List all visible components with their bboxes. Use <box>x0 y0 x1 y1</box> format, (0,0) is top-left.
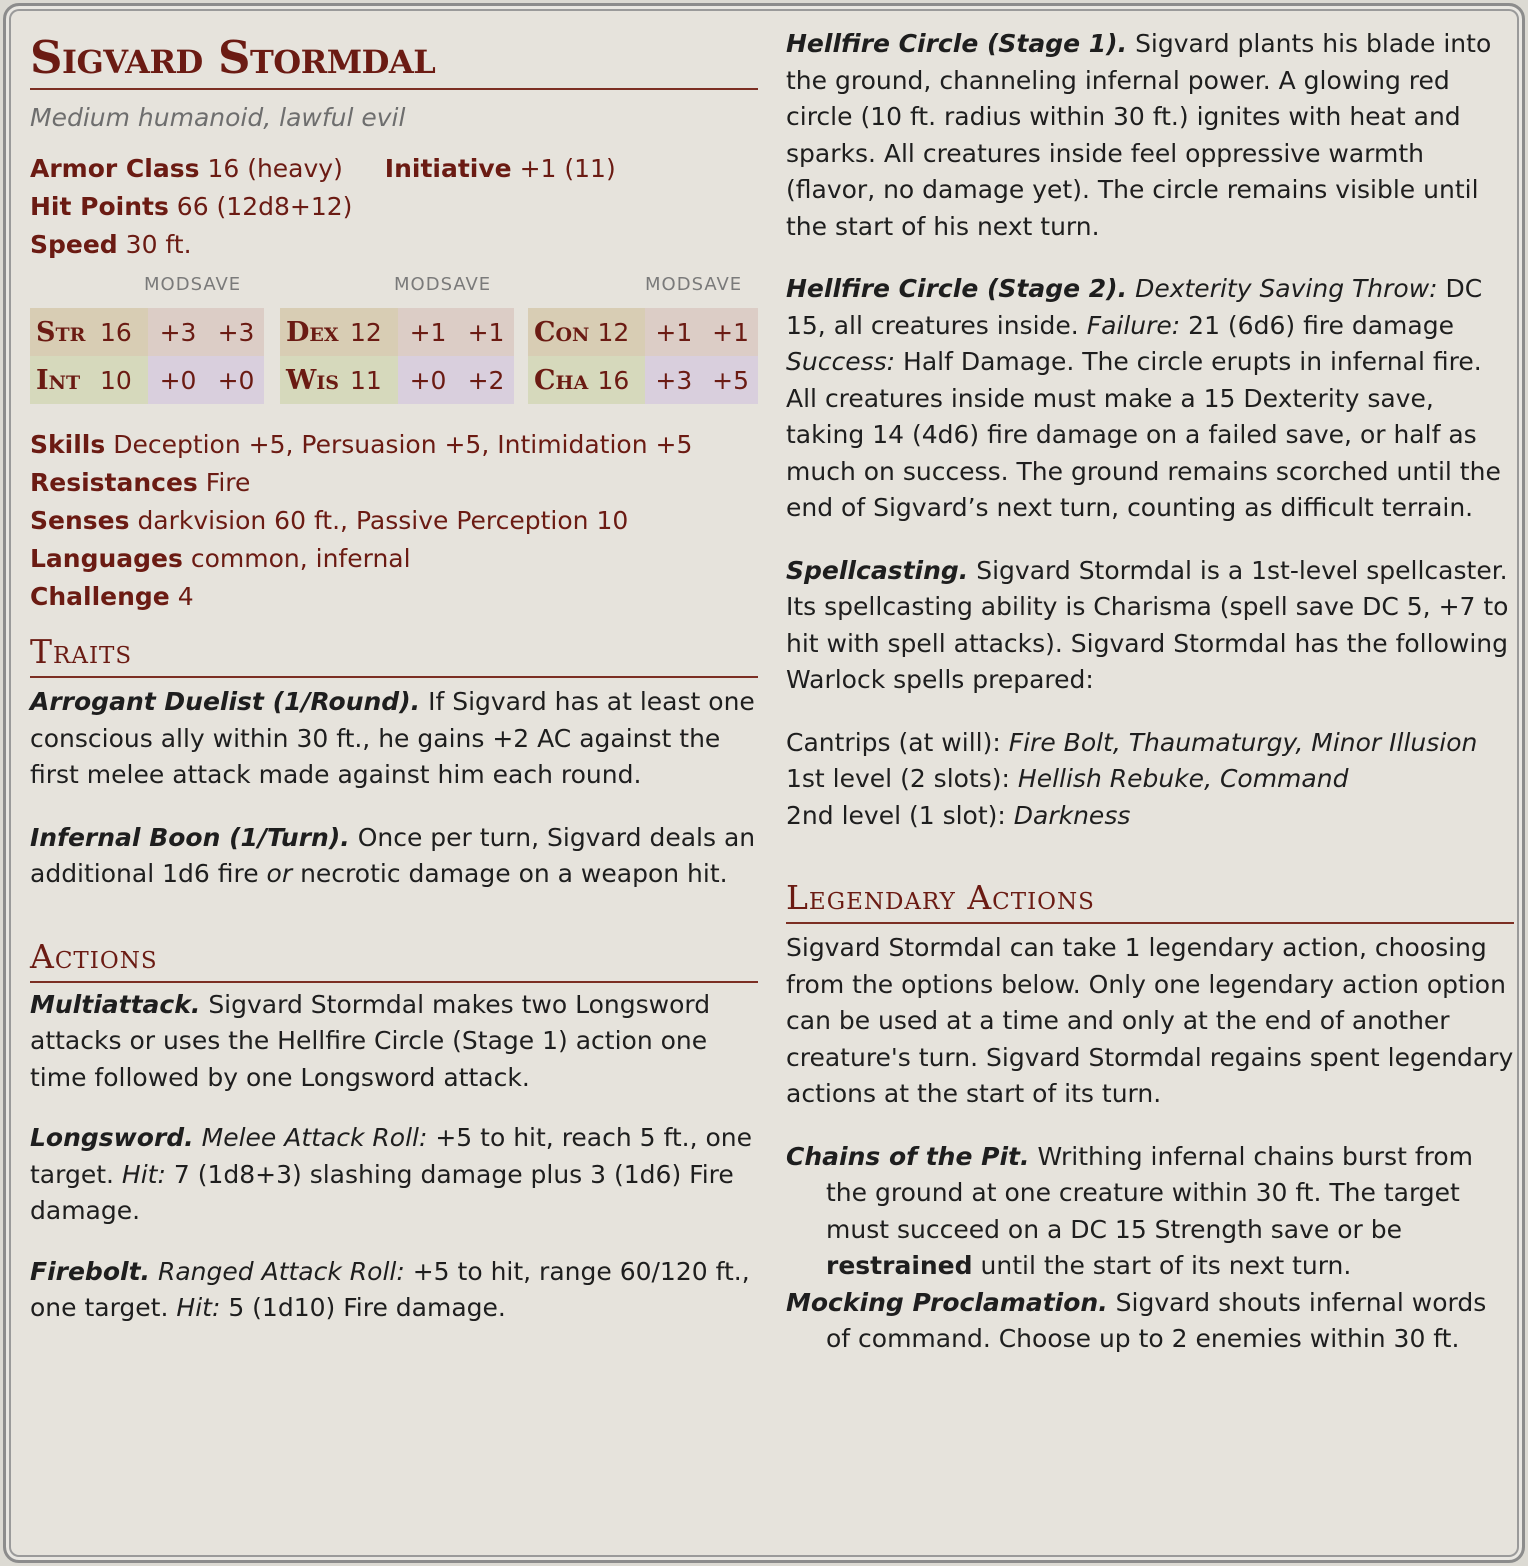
ability-name: Int <box>30 356 100 404</box>
action-hellfire-stage-2 <box>786 271 1514 527</box>
hit-label: Hit: <box>121 1159 166 1189</box>
action-text: +5 to hit, reach 5 ft., one target. <box>30 1123 753 1189</box>
action-title: Chains of the Pit. <box>786 1141 1030 1171</box>
ability-name: Str <box>30 308 100 356</box>
ability-name: Dex <box>280 308 350 356</box>
legendary-intro-text: Sigvard Stormdal can take 1 legendary action, choosing from the options below. Only one legendary action option can be used at a time and only at the end of another creature's turn. Sigvard Stormdal regains spent legendary actions at the start of its turn. <box>786 933 1514 1108</box>
legendary-mocking-proclamation <box>786 1285 1514 1358</box>
ability-save: +1 <box>703 308 758 356</box>
action-spellcasting <box>786 553 1514 699</box>
traits-divider <box>30 676 758 678</box>
spell-list-level-1 <box>786 761 1514 798</box>
senses-label: Senses <box>30 506 130 535</box>
hit-label: Hit: <box>176 1293 221 1322</box>
action-text: Sigvard plants his blade into the ground, channeling infernal power. A glowing red circle (10 ft. radius within 30 ft.) ignites with heat and sparks. All creatures inside feel oppressive warmth (flavor, no damage yet). The circle remains visible until the start of his next turn. <box>786 29 1492 241</box>
languages-value: common, infernal <box>190 544 411 573</box>
condition-keyword: restrained <box>826 1251 973 1280</box>
spell-names: Darkness <box>1013 800 1131 830</box>
success-label: Success: <box>786 347 896 376</box>
core-stats <box>30 150 758 264</box>
action-title: Longsword. <box>30 1123 194 1152</box>
ability-mod: +3 <box>645 356 704 404</box>
legendary-chains-of-the-pit <box>786 1139 1514 1285</box>
ability-name: Cha <box>528 356 597 404</box>
senses-row <box>30 502 758 540</box>
legendary-action-list <box>786 1139 1514 1358</box>
ability-mod: +1 <box>645 308 704 356</box>
right-column <box>786 24 1514 1358</box>
action-text: DC 15, all creatures inside. <box>786 274 1483 340</box>
action-hellfire-stage-1 <box>786 26 1514 245</box>
attack-roll-label: Melee Attack Roll: <box>201 1123 428 1152</box>
hp-label: Hit Points <box>30 192 169 221</box>
ability-score: 11 <box>350 356 398 404</box>
hp-value: 66 (12d8+12) <box>176 192 353 221</box>
action-text: +5 to hit, range 60/120 ft., one target. <box>30 1256 750 1322</box>
action-text: until the start of its next turn. <box>980 1251 1352 1280</box>
ability-name: Con <box>528 308 597 356</box>
ability-score: 10 <box>100 356 148 404</box>
skills-label: Skills <box>30 430 106 459</box>
ability-row-int <box>30 356 264 404</box>
creature-subtitle: Medium humanoid, lawful evil <box>30 103 406 132</box>
trait-emphasis: or <box>266 859 293 888</box>
action-title: Firebolt. <box>30 1256 151 1286</box>
ability-row-con <box>528 308 758 356</box>
ability-group-str-int <box>30 308 264 404</box>
ability-row-str <box>30 308 264 356</box>
skills-value: Deception +5, Persuasion +5, Intimidation +5 <box>113 430 693 459</box>
ability-mod: +0 <box>398 356 458 404</box>
stat-block-card <box>3 3 1525 1563</box>
ability-group-con-cha <box>528 308 758 404</box>
ability-name: Wis <box>280 356 350 404</box>
trait-text: If Sigvard has at least one conscious ally within 30 ft., he gains +2 AC against the first melee attack made against him each round. <box>30 687 755 789</box>
challenge-value: 4 <box>177 582 194 611</box>
ability-mod: +1 <box>398 308 458 356</box>
action-text: 5 (1d10) Fire damage. <box>228 1293 506 1322</box>
spell-level-label: 1st level (2 slots): <box>786 764 1010 793</box>
ability-score: 16 <box>597 356 644 404</box>
action-title: Hellfire Circle (Stage 2). <box>786 274 1128 303</box>
hp-row <box>30 188 758 226</box>
action-text: Half Damage. The circle erupts in infernal fire. All creatures inside must make a 15 Dexterity save, taking 14 (4d6) fire damage on a failed save, or half as much on success. The ground remains scorched until the end of Sigvard’s next turn, counting as difficult terrain. <box>786 347 1501 522</box>
actions-section <box>30 937 758 1327</box>
action-text: 21 (6d6) fire damage <box>1188 310 1454 340</box>
ability-row-dex <box>280 308 514 356</box>
trait-arrogant-duelist <box>30 684 758 794</box>
trait-infernal-boon <box>30 820 758 893</box>
ability-save: +1 <box>458 308 514 356</box>
action-text: Sigvard Stormdal makes two Longsword attacks or uses the Hellfire Circle (Stage 1) action one time followed by one Longsword attack. <box>30 989 711 1092</box>
resistances-row <box>30 464 758 502</box>
ability-score: 16 <box>100 308 148 356</box>
challenge-label: Challenge <box>30 582 170 611</box>
spell-list <box>786 725 1514 835</box>
spell-level-label: Cantrips (at will): <box>786 727 1001 757</box>
traits-section <box>30 632 758 893</box>
action-title: Hellfire Circle (Stage 1). <box>786 29 1128 58</box>
actions-heading: Actions <box>30 936 158 976</box>
ability-save: +3 <box>208 308 264 356</box>
speed-value: 30 ft. <box>125 230 192 259</box>
ability-group-dex-wis <box>280 308 514 404</box>
properties <box>30 426 758 616</box>
legendary-divider <box>786 922 1514 924</box>
saving-throw-label: Dexterity Saving Throw: <box>1135 274 1438 303</box>
ability-row-wis <box>280 356 514 404</box>
ac-initiative-row <box>30 150 758 188</box>
initiative-label: Initiative <box>384 154 512 183</box>
traits-heading: Traits <box>30 632 133 671</box>
attack-roll-label: Ranged Attack Roll: <box>157 1256 405 1286</box>
trait-title: Arrogant Duelist (1/Round). <box>30 687 421 716</box>
ac-value: 16 (heavy) <box>207 154 343 183</box>
legendary-actions-heading: Legendary Actions <box>786 878 1095 917</box>
ability-mod: +3 <box>148 308 208 356</box>
senses-value: darkvision 60 ft., Passive Perception 10 <box>137 506 629 535</box>
ability-score: 12 <box>350 308 398 356</box>
ability-scores <box>30 274 758 406</box>
action-multiattack <box>30 987 758 1097</box>
mod-save-header: MODSAVE <box>144 274 242 295</box>
ability-row-cha <box>528 356 758 404</box>
initiative-value: +1 (11) <box>519 154 616 183</box>
resistances-value: Fire <box>205 468 251 497</box>
failure-label: Failure: <box>1086 310 1181 340</box>
ac-label: Armor Class <box>30 154 200 183</box>
spell-level-label: 2nd level (1 slot): <box>786 800 1006 830</box>
action-text: Writhing infernal chains burst from the ground at one creature within 30 ft. The target must succeed on a DC 15 Strength save or be <box>826 1141 1473 1244</box>
trait-text: necrotic damage on a weapon hit. <box>300 859 728 888</box>
legendary-actions-section <box>786 878 1514 1358</box>
resistances-label: Resistances <box>30 468 198 497</box>
action-text: Sigvard Stormdal is a 1st-level spellcaster. Its spellcasting ability is Charisma (spell save DC 5, +7 to hit with spell attacks). Sigvard Stormdal has the following Warlock spells prepared: <box>786 555 1509 694</box>
ability-save: +0 <box>208 356 264 404</box>
ability-score: 12 <box>597 308 644 356</box>
actions-divider <box>30 981 758 983</box>
action-title: Multiattack. <box>30 989 201 1019</box>
trait-text: Once per turn, Sigvard deals an additional 1d6 fire <box>30 822 756 888</box>
spell-list-cantrips <box>786 725 1514 762</box>
speed-label: Speed <box>30 230 118 259</box>
skills-row <box>30 426 758 464</box>
ability-save: +2 <box>458 356 514 404</box>
title-divider <box>30 88 758 90</box>
action-title: Mocking Proclamation. <box>786 1287 1108 1317</box>
speed-row <box>30 226 758 264</box>
mod-save-header: MODSAVE <box>394 274 492 295</box>
ability-save: +5 <box>703 356 758 404</box>
left-column <box>30 24 758 1327</box>
spell-names: Hellish Rebuke, Command <box>1017 764 1349 793</box>
action-firebolt <box>30 1254 758 1327</box>
action-text: Sigvard shouts infernal words of command. Choose up to 2 enemies within 30 ft. <box>826 1287 1487 1353</box>
mod-save-header: MODSAVE <box>645 274 743 295</box>
spell-list-level-2 <box>786 798 1514 835</box>
languages-label: Languages <box>30 544 183 573</box>
challenge-row <box>30 578 758 616</box>
languages-row <box>30 540 758 578</box>
trait-title: Infernal Boon (1/Turn). <box>30 822 350 852</box>
action-longsword <box>30 1120 758 1230</box>
ability-mod: +0 <box>148 356 208 404</box>
action-title: Spellcasting. <box>786 555 969 585</box>
creature-name: Sigvard Stormdal <box>30 31 436 84</box>
spell-names: Fire Bolt, Thaumaturgy, Minor Illusion <box>1008 727 1478 757</box>
action-text: 7 (1d8+3) slashing damage plus 3 (1d6) Fire damage. <box>30 1159 734 1225</box>
legendary-intro <box>786 930 1514 1113</box>
